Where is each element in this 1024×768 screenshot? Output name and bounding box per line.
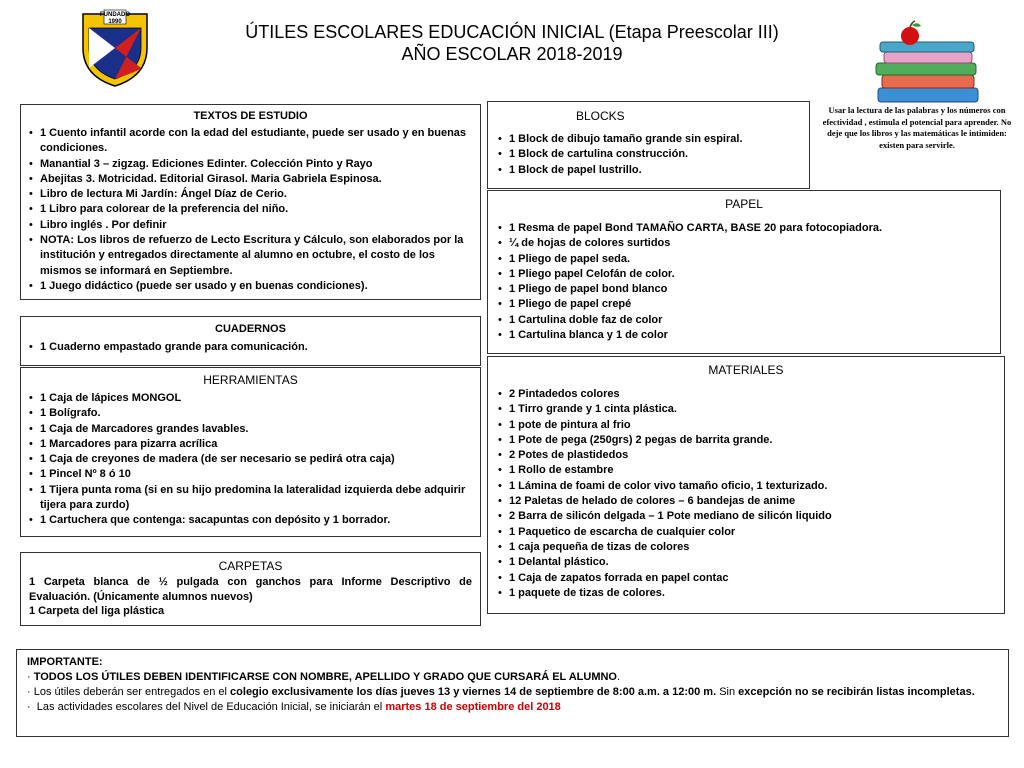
- list-item: • 2 Potes de plastidedos: [498, 448, 994, 463]
- list-item: • 1 Rollo de estambre: [498, 463, 994, 478]
- list-item: • 2 Pintadedos colores: [498, 387, 994, 402]
- herramientas-section: [20, 367, 481, 537]
- materiales-section: [487, 356, 1005, 614]
- start-date: martes 18 de septiembre del 2018: [385, 701, 561, 713]
- motivational-quote: Usar la lectura de las palabras y los números con efectividad , estimula el potencial para aprender. No deje que los libros y las matemáticas le intimiden: existen para servirle.: [822, 105, 1012, 150]
- importante-text: colegio exclusivamente los días jueves 13 y viernes 14 de septiembre de 8:00 a.m. a 12:00 m.: [230, 686, 717, 698]
- importante-line: [27, 700, 998, 715]
- list-item: • 1 Resma de papel Bond TAMAÑO CARTA, BASE 20 para fotocopiadora.: [498, 221, 990, 236]
- list-item: • 1 Block de papel lustrillo.: [498, 163, 799, 178]
- importante-text: Las actividades escolares del Nivel de Educación Inicial, se iniciarán el: [36, 701, 386, 713]
- textos-list: [29, 126, 472, 294]
- list-item: • Manantial 3 – zigzag. Ediciones Edinter. Colección Pinto y Rayo: [29, 157, 472, 172]
- materiales-list: [498, 387, 994, 601]
- page-subtitle: AÑO ESCOLAR 2018-2019: [401, 44, 623, 64]
- importante-line: [27, 685, 998, 700]
- importante-text: Los útiles deberán ser entregados en el: [33, 686, 231, 698]
- list-item: • 1 Juego didáctico (puede ser usado y en buenas condiciones).: [29, 279, 472, 294]
- section-title: HERRAMIENTAS: [203, 373, 298, 387]
- importante-section: [16, 649, 1009, 737]
- cuadernos-list: [29, 340, 472, 355]
- list-item: • Libro inglés . Por definir: [29, 218, 472, 233]
- textos-de-estudio-section: [20, 104, 481, 300]
- list-item: • 1 Cartulina doble faz de color: [498, 313, 990, 328]
- list-item: • 1 Pliego de papel crepé: [498, 297, 990, 312]
- period-mark: .: [616, 671, 621, 683]
- bullet-mark: ·: [27, 686, 34, 698]
- section-title: MATERIALES: [708, 363, 784, 377]
- list-item: • 2 Barra de silicón delgada – 1 Pote mediano de silicón liquido: [498, 509, 994, 524]
- list-item: • 1 Cartulina blanca y 1 de color: [498, 328, 990, 343]
- list-item: • 1 Pliego de papel seda.: [498, 252, 990, 267]
- list-item: • 1 Tijera punta roma (si en su hijo predomina la lateralidad izquierda debe adquirir tijera para zurdo): [29, 483, 472, 514]
- herramientas-list: [29, 391, 472, 529]
- logo-text-year: 1990: [108, 19, 122, 25]
- importante-text: excepción no se recibirán listas incompletas.: [738, 686, 975, 698]
- importante-text: Sin: [716, 686, 739, 698]
- list-item: • 1 Caja de creyones de madera (de ser necesario se pedirá otra caja): [29, 452, 472, 467]
- list-item: • 1 Delantal plástico.: [498, 555, 994, 570]
- bullet-mark: ·: [27, 701, 37, 713]
- list-item: • 1 Caja de Marcadores grandes lavables.: [29, 422, 472, 437]
- list-item: • 1 Pote de pega (250grs) 2 pegas de barrita grande.: [498, 433, 994, 448]
- carpetas-section: [20, 552, 481, 626]
- importante-line: [27, 670, 998, 685]
- section-title: BLOCKS: [576, 109, 625, 123]
- papel-section: [487, 190, 1001, 354]
- list-item: • 1 Pincel Nº 8 ó 10: [29, 467, 472, 482]
- bullet-mark: ·: [27, 671, 34, 683]
- list-item: • 1 Bolígrafo.: [29, 406, 472, 421]
- list-item: • ¼ de hojas de colores surtidos: [498, 236, 990, 251]
- section-title: PAPEL: [725, 197, 763, 211]
- list-item: • 1 caja pequeña de tizas de colores: [498, 540, 994, 555]
- importante-text: TODOS LOS ÚTILES DEBEN IDENTIFICARSE CON NOMBRE, APELLIDO Y GRADO QUE CURSARÁ EL ALUMNO: [33, 671, 617, 683]
- list-item: • 1 Block de cartulina construcción.: [498, 147, 799, 162]
- list-item: • 1 Marcadores para pizarra acrílica: [29, 437, 472, 452]
- section-title: CUADERNOS: [215, 323, 286, 335]
- list-item: • NOTA: Los libros de refuerzo de Lecto Escritura y Cálculo, son elaborados por la institución y entregados directamente al alumno en octubre, el costo de los mismos se informará en Septiembre.: [29, 233, 472, 279]
- section-title: TEXTOS DE ESTUDIO: [193, 110, 308, 122]
- list-item: • 1 Cuaderno empastado grande para comunicación.: [29, 340, 472, 355]
- blocks-section: [487, 101, 810, 189]
- section-title: CARPETAS: [218, 559, 283, 573]
- list-item: • 1 Lámina de foami de color vivo tamaño oficio, 1 texturizado.: [498, 479, 994, 494]
- carpetas-item: 1 Carpeta del liga plástica: [29, 605, 165, 617]
- list-item: • 1 Pliego papel Celofán de color.: [498, 267, 990, 282]
- list-item: • 12 Paletas de helado de colores – 6 bandejas de anime: [498, 494, 994, 509]
- page-title: ÚTILES ESCOLARES EDUCACIÓN INICIAL (Etapa Preescolar III): [245, 22, 779, 42]
- list-item: • 1 Paquetico de escarcha de cualquier color: [498, 525, 994, 540]
- list-item: • 1 Tirro grande y 1 cinta plástica.: [498, 402, 994, 417]
- list-item: • 1 Cuento infantil acorde con la edad del estudiante, puede ser usado y en buenas condiciones.: [29, 126, 472, 157]
- logo-text-founded: FUNDADO: [100, 12, 130, 18]
- books-apple-illustration: [868, 18, 988, 110]
- carpetas-item: 1 Carpeta blanca de ½ pulgada con ganchos para Informe Descriptivo de Evaluación. (Únicamente alumnos nuevos): [29, 576, 472, 603]
- section-title: IMPORTANTE:: [27, 656, 103, 668]
- list-item: • 1 Caja de lápices MONGOL: [29, 391, 472, 406]
- list-item: • 1 Block de dibujo tamaño grande sin espiral.: [498, 132, 799, 147]
- list-item: • 1 Pliego de papel bond blanco: [498, 282, 990, 297]
- list-item: • 1 Cartuchera que contenga: sacapuntas con depósito y 1 borrador.: [29, 513, 472, 528]
- list-item: • 1 pote de pintura al frio: [498, 418, 994, 433]
- blocks-list: [498, 132, 799, 178]
- list-item: • Libro de lectura Mi Jardín: Ángel Díaz de Cerio.: [29, 187, 472, 202]
- papel-list: [498, 221, 990, 343]
- list-item: • Abejitas 3. Motricidad. Editorial Girasol. Maria Gabriela Espinosa.: [29, 172, 472, 187]
- list-item: • 1 Caja de zapatos forrada en papel contac: [498, 571, 994, 586]
- cuadernos-section: [20, 316, 481, 366]
- list-item: • 1 paquete de tizas de colores.: [498, 586, 994, 601]
- list-item: • 1 Libro para colorear de la preferencia del niño.: [29, 202, 472, 217]
